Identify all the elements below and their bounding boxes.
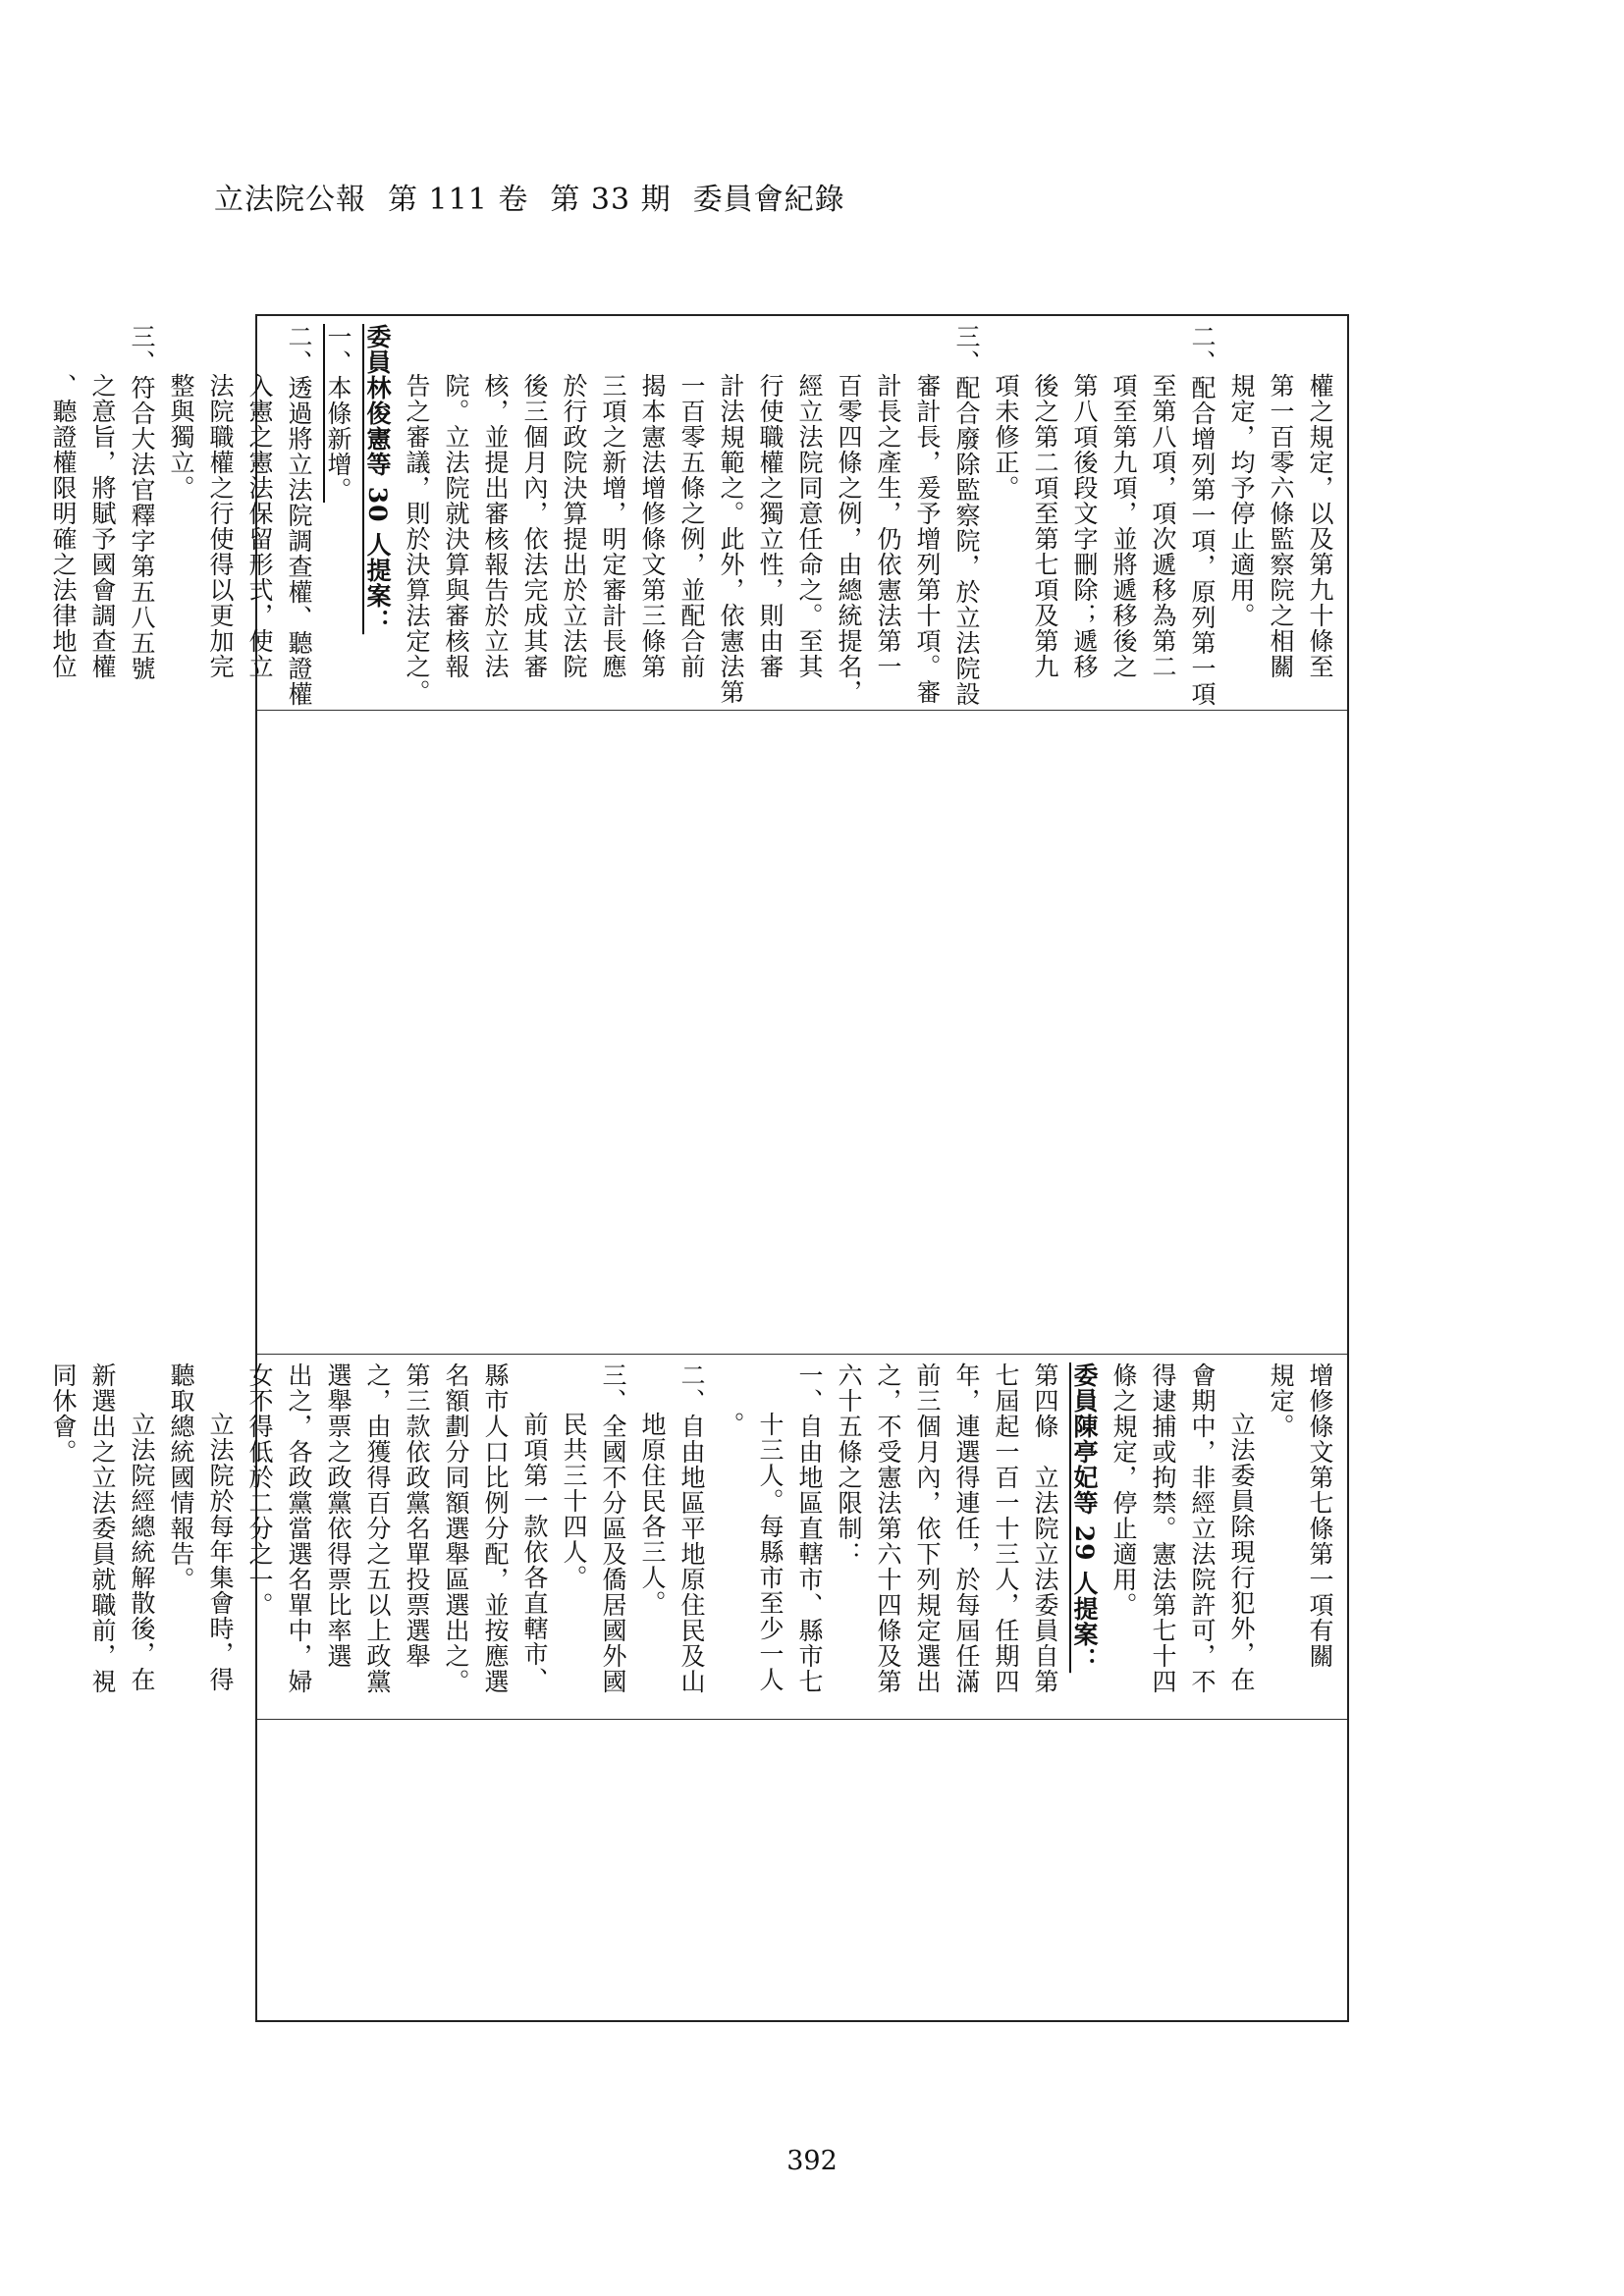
text-line: 二、配合增列第一項，原列第一項 <box>1188 324 1217 707</box>
table-cell-empty <box>257 1720 1347 2024</box>
issue-number: 第 33 期 <box>550 183 672 217</box>
text-line: 行使職權之獨立性，則由審 <box>756 373 785 679</box>
text-line: 第三款依政黨名單投票選舉 <box>403 1362 431 1669</box>
volume-number: 第 111 卷 <box>388 183 529 217</box>
text-line: 之意旨，將賦予國會調查權 <box>88 373 117 679</box>
text-line: 入憲之憲法保留形式，使立 <box>245 373 274 679</box>
text-line: 三、全國不分區及僑居國外國 <box>599 1362 627 1694</box>
text-line: 整與獨立。 <box>167 373 195 501</box>
cell-text <box>49 324 1339 707</box>
text-line: 民共三十四人。 <box>560 1412 588 1590</box>
text-line: 告之審議，則於決算法定之。 <box>403 373 431 705</box>
text-line: 計法規範之。此外，依憲法第 <box>717 373 745 705</box>
text-line: 於行政院決算提出於立法院 <box>560 373 588 679</box>
text-line: 權之規定，以及第九十條至 <box>1306 373 1334 679</box>
text-line: 選舉票之政黨依得票比率選 <box>324 1362 352 1669</box>
table-cell-empty <box>257 711 1347 1355</box>
text-line: 二、透過將立法院調查權、聽證權 <box>285 324 313 707</box>
text-line: 縣市人口比例分配，並按應選 <box>481 1362 510 1694</box>
page-header <box>214 175 867 218</box>
text-line: 會期中，非經立法院許可，不 <box>1188 1362 1217 1694</box>
text-line: 規定。 <box>1267 1362 1295 1439</box>
text-line: 三、符合大法官釋字第五八五號 <box>128 324 156 681</box>
text-line: 新選出之立法委員就職前，視 <box>88 1362 117 1694</box>
text-line: 核，並提出審核報告於立法 <box>481 373 510 679</box>
bill-comparison-table <box>49 314 1349 2022</box>
text-line: 同休會。 <box>49 1362 78 1465</box>
text-line: 、聽證權限明確之法律地位 <box>49 373 78 679</box>
text-line: 立法院經總統解散後，在 <box>128 1412 156 1692</box>
text-line: 院。立法院就決算與審核報 <box>442 373 470 679</box>
table-cell-explanation <box>49 316 1347 711</box>
text-line: 至第八項，項次遞移為第二 <box>1149 373 1177 679</box>
text-line: 後之第二項至第七項及第九 <box>1031 373 1059 679</box>
text-line: 一、本條新增。 <box>324 324 352 503</box>
text-line: 百零四條之例，由總統提名， <box>835 373 863 705</box>
text-line: 增修條文第七條第一項有關 <box>1306 1362 1334 1669</box>
text-line: 條之規定，停止適用。 <box>1110 1362 1138 1618</box>
text-line: 七屆起一百一十三人，任期四 <box>992 1362 1020 1694</box>
text-line: 前項第一款依各直轄市、 <box>520 1412 549 1692</box>
table-cell-proposal <box>49 1355 1347 1720</box>
text-line: 出之，各政黨當選名單中，婦 <box>285 1362 313 1694</box>
text-line: 之，不受憲法第六十四條及第 <box>874 1362 902 1694</box>
text-line: 第八項後段文字刪除；遞移 <box>1070 373 1099 679</box>
text-line: 第一百零六條監察院之相關 <box>1267 373 1295 679</box>
text-line: 前三個月內，依下列規定選出 <box>913 1362 942 1694</box>
text-line: 二、自由地區平地原住民及山 <box>677 1362 706 1694</box>
text-line: 之，由獲得百分之五以上政黨 <box>363 1362 392 1694</box>
text-line: 女不得低於二分之一。 <box>245 1362 274 1618</box>
text-line: 三、配合廢除監察院，於立法院設 <box>952 324 981 707</box>
text-line: 第四條 立法院立法委員自第 <box>1031 1362 1059 1694</box>
publication-name: 立法院公報 <box>214 183 366 217</box>
proposer-heading: 委員陳亭妃等 29 人提案： <box>1070 1362 1099 1674</box>
text-line: 項至第九項，並將遞移後之 <box>1110 373 1138 679</box>
text-line: 後三個月內，依法完成其審 <box>520 373 549 679</box>
text-line: 一百零五條之例，並配合前 <box>677 373 706 679</box>
text-line: 法院職權之行使得以更加完 <box>206 373 235 679</box>
text-line: 揭本憲法增修條文第三條第 <box>638 373 667 679</box>
text-line: 地原住民各三人。 <box>638 1412 667 1616</box>
text-line: 審計長，爰予增列第十項。審 <box>913 373 942 705</box>
text-line: 六十五條之限制： <box>835 1362 863 1567</box>
text-line: 規定，均予停止適用。 <box>1227 373 1256 628</box>
text-line: 立法院於每年集會時，得 <box>206 1412 235 1692</box>
page-number: 392 <box>786 2146 838 2176</box>
proposer-heading: 委員林俊憲等 30 人提案： <box>363 324 392 635</box>
text-line: 得逮捕或拘禁。憲法第七十四 <box>1149 1362 1177 1694</box>
text-line: 一、自由地區直轄市、縣市七 <box>795 1362 824 1694</box>
text-line: 十三人。每縣市至少一人 <box>756 1412 785 1692</box>
text-line: 年，連選得連任，於每屆任滿 <box>952 1362 981 1694</box>
text-line: 。 <box>717 1412 745 1437</box>
text-line: 經立法院同意任命之。至其 <box>795 373 824 679</box>
text-line: 名額劃分同額選舉區選出之。 <box>442 1362 470 1694</box>
text-line: 項未修正。 <box>992 373 1020 501</box>
text-line: 計長之產生，仍依憲法第一 <box>874 373 902 679</box>
text-line: 三項之新增，明定審計長應 <box>599 373 627 679</box>
text-line: 聽取總統國情報告。 <box>167 1362 195 1592</box>
section-name: 委員會紀錄 <box>692 183 845 217</box>
cell-text <box>49 1362 1339 1711</box>
text-line: 立法委員除現行犯外，在 <box>1227 1412 1256 1692</box>
